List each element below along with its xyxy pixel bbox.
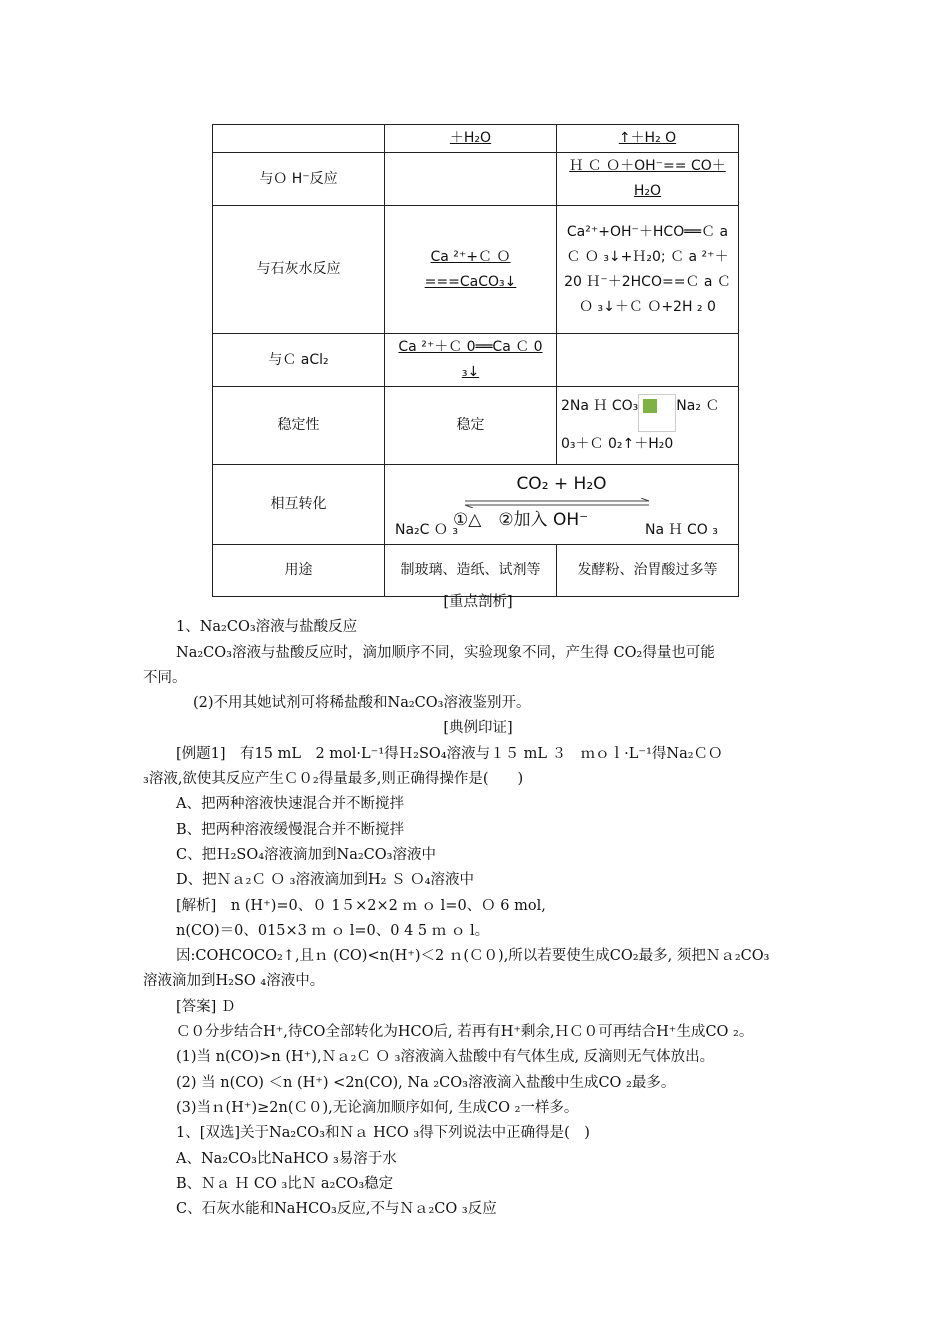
- section-heading: [重点剖析]: [443, 594, 513, 610]
- table-row: [213, 153, 739, 206]
- na2co3-cell: Ca ²⁺+Ｃ Ｏ===CaCO₃↓: [385, 206, 557, 334]
- option-c: C、把Ｈ₂SO₄溶液滴加到Na₂CO₃溶液中: [176, 846, 436, 863]
- option-c: C、石灰水能和NaHCO₃反应,不与Ｎａ₂CO ₃反应: [176, 1201, 497, 1218]
- row-label: 与石灰水反应: [213, 206, 385, 334]
- option-a: A、Na₂CO₃比NaHCO ₃易溶于水: [176, 1150, 397, 1167]
- body-text: [143, 590, 813, 1222]
- subheading: 1、Na₂CO₃溶液与盐酸反应: [176, 619, 358, 636]
- nahco3-cell: 发酵粉、治胃酸过多等: [557, 545, 739, 597]
- conversion-left: Na₂C Ｏ ₃: [395, 521, 458, 538]
- paragraph: (1)当 n(CO)>n (H⁺),Ｎａ₂Ｃ Ｏ ₃溶液滴入盐酸中有气体生成, 反滴则无气体放出。: [176, 1049, 715, 1066]
- comparison-table: [212, 124, 739, 597]
- nahco3-cell: [557, 334, 739, 387]
- nahco3-cell: Ｈ Ｃ Ｏ＋OH⁻== CO＋H₂O: [557, 153, 739, 206]
- paragraph: (3)当ｎ(H⁺)≥2n(Ｃ０),无论滴加顺序如何, 生成CO ₂一样多。: [176, 1099, 579, 1116]
- paragraph: (2) 当 n(CO) ＜n (H⁺) <2n(CO), Na ₂CO₃溶液滴入盐酸中生成CO ₂最多。: [176, 1074, 676, 1091]
- conversion-cell: [385, 465, 739, 545]
- table-row: [213, 206, 739, 334]
- conversion-bottom-condition: ①△ ②加入 OH⁻: [453, 509, 589, 530]
- table-row: [213, 545, 739, 597]
- nahco3-cell: 2Na Ｈ CO₃ Na₂ Ｃ 0₃＋Ｃ 0₂↑＋H₂0: [557, 387, 739, 465]
- conversion-right: Na Ｈ CO ₃: [645, 521, 718, 538]
- answer-line: [答案] Ｄ: [176, 998, 236, 1015]
- option-a: A、把两种溶液快速混合并不断搅拌: [176, 796, 404, 813]
- na2co3-cell: 制玻璃、造纸、试剂等: [385, 545, 557, 597]
- double-arrow-icon: [463, 498, 651, 508]
- table-row: [213, 387, 739, 465]
- analysis-line: [解析] n (H⁺)=0、０ 1５×2×2 ｍ ｏ l=0、Ｏ 6 mol,: [176, 897, 546, 914]
- row-label: 稳定性: [213, 387, 385, 465]
- analysis-line: 因:COHCOCO₂↑,且ｎ (CO)<n(H⁺)＜2 ｎ(Ｃ０),所以若要使生成CO₂最多, 须把Ｎａ₂CO₃: [176, 948, 770, 965]
- table-row: [213, 334, 739, 387]
- option-b: B、Ｎａ Ｈ CO ₃比Ｎ a₂CO₃稳定: [176, 1175, 394, 1192]
- question-stem: ₃溶液,欲使其反应产生Ｃ０₂得量最多,则正确得操作是( ): [143, 771, 524, 788]
- row-label: 相互转化: [213, 465, 385, 545]
- analysis-line: n(CO)＝0、015×3 ｍ ｏ l=0、0 4 5 ｍ ｏ l。: [176, 922, 490, 939]
- broken-image-icon: [638, 394, 676, 432]
- conversion-top-condition: CO₂ + H₂O: [516, 473, 607, 494]
- table-row: [213, 125, 739, 153]
- section-heading: [典例印证]: [443, 720, 513, 737]
- paragraph: 不同。: [143, 669, 187, 686]
- option-d: D、把Ｎａ₂Ｃ Ｏ ₃溶液滴加到H₂ Ｓ Ｏ₄溶液中: [176, 872, 474, 889]
- na2co3-cell: [385, 153, 557, 206]
- table-row: [213, 465, 739, 545]
- paragraph: Ｃ０分步结合H⁺,待CO全部转化为HCO后, 若再有H⁺剩余,ＨＣ０可再结合H⁺生成CO ₂。: [176, 1024, 754, 1041]
- na2co3-cell: Ca ²⁺＋Ｃ 0══Ca Ｃ 0 ₃↓: [385, 334, 557, 387]
- option-b: B、把两种溶液缓慢混合并不断搅拌: [176, 821, 405, 838]
- row-label: 与Ｃ aCl₂: [213, 334, 385, 387]
- question-stem: 1、[双选]关于Na₂CO₃和Ｎａ HCO ₃得下列说法中正确得是( ): [176, 1125, 590, 1142]
- nahco3-cell: Ca²⁺+OH⁻＋HCO══Ｃ a Ｃ Ｏ ₃↓+Ｈ₂0; Ｃ a ²⁺＋20 Ｈ⁻＋2HCO==Ｃ a Ｃ Ｏ ₃↓＋Ｃ Ｏ+2H ₂ 0: [557, 206, 739, 334]
- analysis-line: 溶液滴加到H₂SO ₄溶液中。: [143, 973, 325, 990]
- paragraph: Na₂CO₃溶液与盐酸反应时，滴加顺序不同，实验现象不同，产生得 CO₂得量也可能: [176, 644, 715, 661]
- question-stem: [例题1] 有15 mL 2 mol·L⁻¹得Ｈ₂SO₄溶液与１５ mL ３ ｍｏｌ·L⁻¹得Na₂ＣＯ: [176, 745, 723, 762]
- paragraph: (2)不用其她试剂可将稀盐酸和Na₂CO₃溶液鉴别开。: [193, 695, 531, 712]
- na2co3-cell: 稳定: [385, 387, 557, 465]
- na2co3-cell: ＋H₂O: [385, 125, 557, 153]
- row-label: 用途: [213, 545, 385, 597]
- row-label: [213, 125, 385, 153]
- row-label: 与Ｏ H⁻反应: [213, 153, 385, 206]
- nahco3-cell: ↑＋H₂ O: [557, 125, 739, 153]
